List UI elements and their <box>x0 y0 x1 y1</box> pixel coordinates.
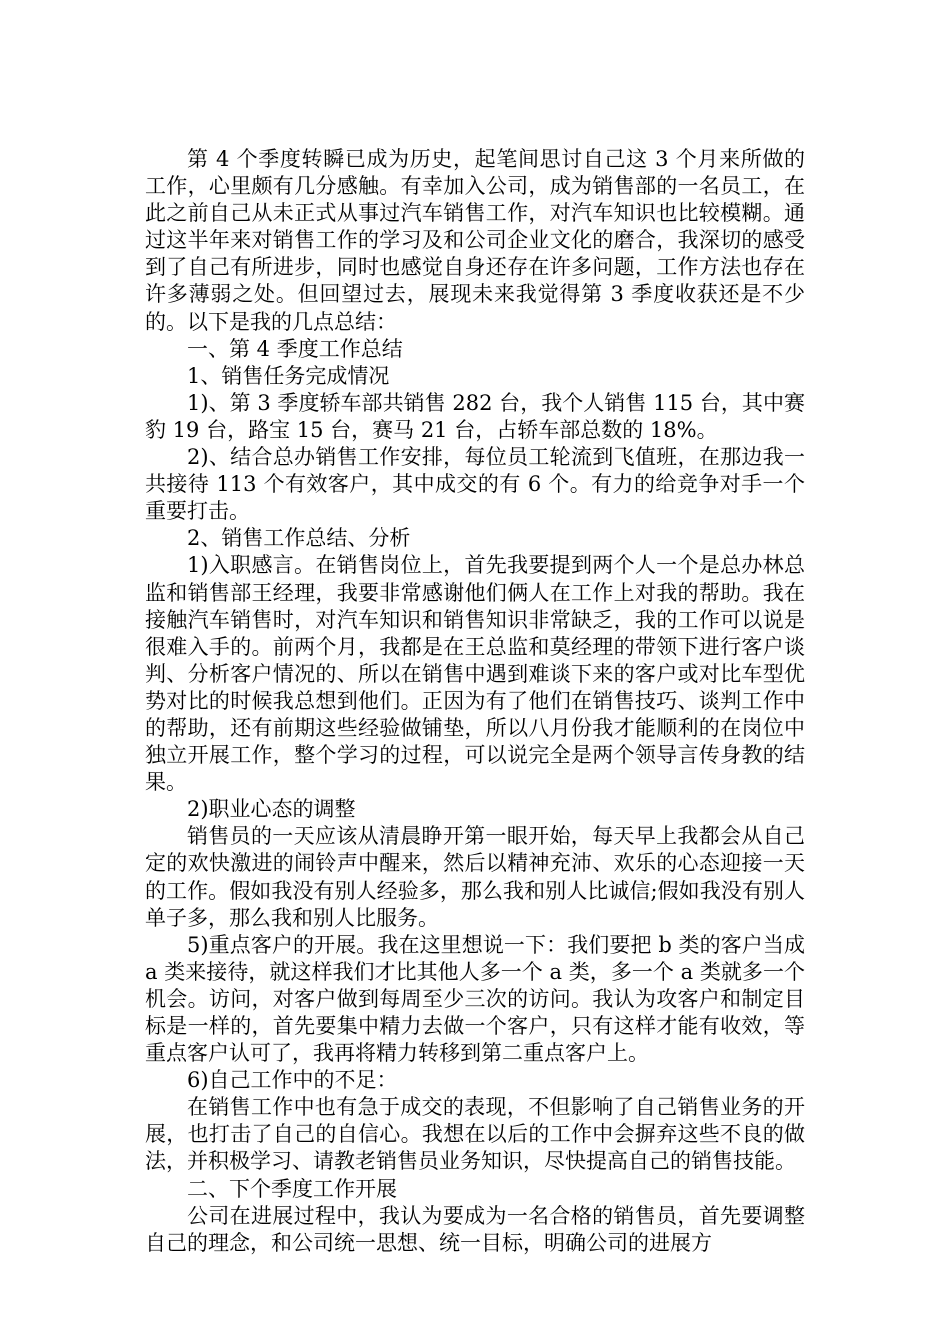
paragraph-next-quarter: 公司在进展过程中，我认为要成为一名合格的销售员，首先要调整自己的理念，和公司统一思想、统一目标，明确公司的进展方 <box>145 1203 805 1255</box>
section-heading-next-quarter: 二、下个季度工作开展 <box>187 1176 397 1201</box>
document-body <box>145 146 805 1257</box>
paragraph-mindset: 销售员的一天应该从清晨睁开第一眼开始，每天早上我都会从自己定的欢快激进的闹铃声中醒来，然后以精神充沛、欢乐的心态迎接一天的工作。假如我没有别人经验多，那么我和别人比诚信;假如我没有别人单子多，那么我和别人比服务。 <box>145 824 805 930</box>
subheading-shortcomings: 6)自己工作中的不足： <box>187 1068 398 1093</box>
subheading-sales-task: 1、销售任务完成情况 <box>187 363 390 388</box>
intro-paragraph: 第 4 个季度转瞬已成为历史，起笔间思讨自己这 3 个月来所做的工作，心里颇有几分感触。有幸加入公司，成为销售部的一名员工，在此之前自己从未正式从事过汽车销售工作，对汽车知识也比较模糊。通过这半年来对销售工作的学习及和公司企业文化的磨合，我深切的感受到了自己有所进步，同时也感觉自身还存在许多问题，工作方法也存在许多薄弱之处。但回望过去，展现未来我觉得第 3 季度收获还是不少的。以下是我的几点总结： <box>145 147 805 334</box>
subheading-mindset: 2)职业心态的调整 <box>187 797 356 822</box>
subheading-sales-analysis: 2、销售工作总结、分析 <box>187 526 411 551</box>
paragraph-shortcomings: 在销售工作中也有急于成交的表现，不但影响了自己销售业务的开展，也打击了自己的自信心。我想在以后的工作中会摒弃这些不良的做法，并积极学习、请教老销售员业务知识，尽快提高自己的销售技能。 <box>145 1095 805 1174</box>
paragraph-key-clients: 5)重点客户的开展。我在这里想说一下：我们要把 b 类的客户当成 a 类来接待，就这样我们才比其他人多一个 a 类，多一个 a 类就多一个机会。访问，对客户做到每周至少三次的访问。我认为攻客户和制定目标是一样的，首先要集中精力去做一个客户，只有这样才能有收效，等重点客户认可了，我再将精力转移到第二重点客户上。 <box>145 932 805 1066</box>
section-heading-q4-summary: 一、第 4 季度工作总结 <box>187 336 403 361</box>
paragraph-customer-reception: 2)、结合总办销售工作安排，每位员工轮流到飞值班，在那边我一共接待 113 个有效客户，其中成交的有 6 个。有力的给竞争对手一个重要打击。 <box>145 445 805 524</box>
paragraph-onboarding: 1)入职感言。在销售岗位上，首先我要提到两个人一个是总办林总监和销售部王经理，我要非常感谢他们俩人在工作上对我的帮助。我在接触汽车销售时，对汽车知识和销售知识非常缺乏，我的工作可以说是很难入手的。前两个月，我都是在王总监和莫经理的带领下进行客户谈判、分析客户情况的、所以在销售中遇到难谈下来的客户或对比车型优势对比的时候我总想到他们。正因为有了他们在销售技巧、谈判工作中的帮助，还有前期这些经验做铺垫，所以八月份我才能顺利的在岗位中独立开展工作，整个学习的过程，可以说完全是两个领导言传身教的结果。 <box>145 553 805 795</box>
paragraph-sales-figures: 1)、第 3 季度轿车部共销售 282 台，我个人销售 115 台，其中赛豹 19 台，路宝 15 台，赛马 21 台，占轿车部总数的 18%。 <box>145 390 805 442</box>
